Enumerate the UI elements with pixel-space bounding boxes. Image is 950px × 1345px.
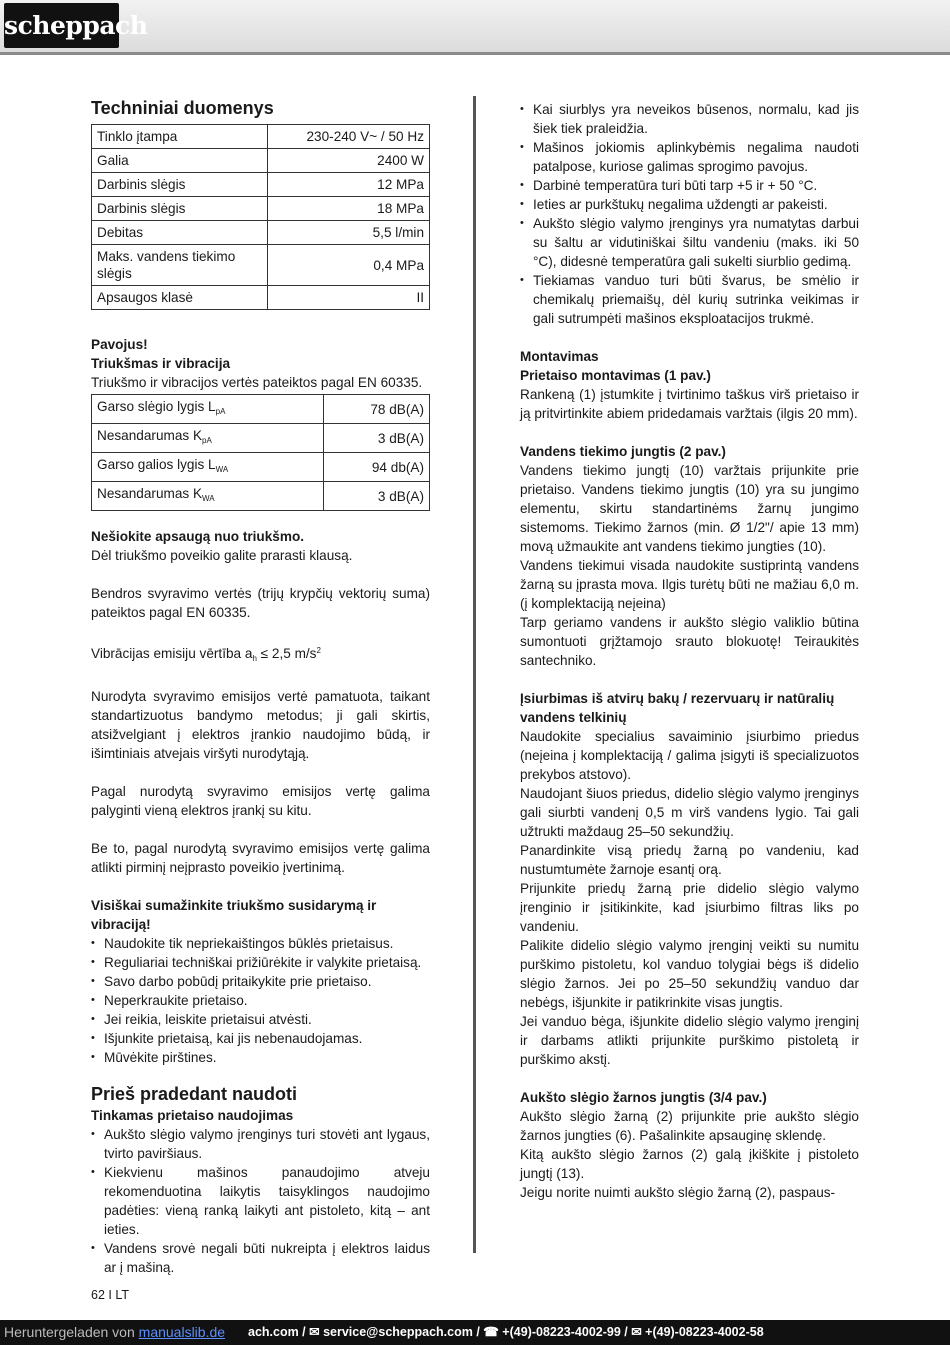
spec-label: Darbinis slėgis [92,173,268,197]
water-text-1: Vandens tiekimo jungtį (10) varžtais prijunkite prie prietaiso. Vandens tiekimo jungtis (10) yra su jungimo elementu, skirtu standartinėms žarnų jungimo sistemoms. Tiekimo žarnos (min. Ø 1/2"/ apie 13 mm) movą užmaukite ant vandens tiekimo jungties (10). [520,463,859,554]
suction-text-6: Jei vanduo bėga, išjunkite didelio slėgio valymo įrenginį ir darbams atlikti prijunkite purškimo pistoletą ir purškimo akstį. [520,1014,859,1067]
list-item: • Reguliariai techniškai prižiūrėkite ir valykite prietaisą. [91,953,430,972]
list-item: • Kiekvienu mašinos panaudojimo atveju rekomenduotina laikytis taisyklingos naudojimo padėties: vieną ranką laikyti ant pistoleto, kitą – ant ieties. [91,1163,430,1239]
table-row [92,173,430,197]
list-item: • Tiekiamas vanduo turi būti švarus, be smėlio ir chemikalų priemaišų, dėl kurių sutrinka veikimas ir gali sutrumpėti mašinos eksploatacijos trukmė. [520,271,859,328]
water-text-2: Vandens tiekimui visada naudokite sustiprintą vandens žarną su įprasta mova. Ilgis turėtų būti ne mažiau 6,0 m. (į komplektaciją neįeina) [520,558,859,611]
noise-table [91,394,430,511]
noise-heading: Triukšmas ir vibracija [91,356,231,371]
list-item: • Kai siurblys yra neveikos būsenos, normalu, kad jis šiek tiek praleidžia. [520,100,859,138]
proper-use-list [91,1125,430,1277]
danger-label: Pavojus! [91,337,148,352]
minimize-list [91,934,430,1067]
spec-value: 12 MPa [267,173,429,197]
noise-value: 3 dB(A) [324,424,430,453]
list-item: • Savo darbo pobūdį pritaikykite prie prietaiso. [91,972,430,991]
list-item: • Vandens srovė negali būti nukreipta į elektros laidus ar į mašiną. [91,1239,430,1277]
proper-use-heading: Tinkamas prietaiso naudojimas [91,1108,294,1123]
spec-label: Galia [92,149,268,173]
table-row [92,125,430,149]
table-row [92,245,430,286]
right-column [520,100,859,1202]
hose-text-1: Aukšto slėgio žarną (2) prijunkite prie aukšto slėgio žarnos jungties (6). Pašalinkite apsauginę sklendę. [520,1109,859,1143]
table-row [92,424,430,453]
vibration-para-1: Nurodyta svyravimo emisijos vertė pamatuota, taikant standartizuotus bandymo metodus; ji gali skirtis, atsižvelgiant į elektros įrankio naudojimo būdą, ir išimtiniais atvejais viršyti nurodytąją. [91,689,430,761]
montavimas-heading: Montavimas [520,349,599,364]
suction-text-2: Naudojant šiuos priedus, didelio slėgio valymo įrenginys gali siurbti vandenį 0,5 m virš vandens lygio. Tai gali užtrukti maždaug 25–50 sekundžių. [520,786,859,839]
noise-value: 78 dB(A) [324,395,430,424]
vibration-value: Vibrācijas emisiju vērtība $a_h \le 2,5$ $m/s^2$ [91,646,321,663]
vibration-total: Bendros svyravimo vertės (trijų krypčių vektorių suma) pateiktos pagal EN 60335. [91,586,430,620]
water-text-3: Tarp geriamo vandens ir aukšto slėgio valiklio būtina sumontuoti grįžtamojo srauto blokuotę! Teiraukitės santechniko. [520,615,859,668]
suction-text-4: Prijunkite priedų žarną prie didelio slėgio valymo įrenginio ir įsitikinkite, kad įsiurbimo filtras liks po vandeniu. [520,881,859,934]
noise-label: Garso slėgio lygis $L_{pA}$ [92,395,324,424]
list-item: • Jei reikia, leiskite prietaisui atvėsti. [91,1010,430,1029]
table-row [92,197,430,221]
spec-table [91,124,430,310]
list-item: • Mašinos jokiomis aplinkybėmis negalima naudoti patalpose, kuriose galimas sprogimo pavojus. [520,138,859,176]
spec-label: Tinklo įtampa [92,125,268,149]
suction-text-1: Naudokite specialius savaiminio įsiurbimo priedus (neįeina į komplektaciją / galima įsigyti iš specializuotos prekybos atstovo). [520,729,859,782]
assembly-text: Rankeną (1) įstumkite į tvirtinimo taškus virš prietaiso ir ją pritvirtinkite abiem pridedamais varžtais (ilgis 20 mm). [520,387,859,421]
minimize-heading: Visiškai sumažinkite triukšmo susidarymą ir vibraciją! [91,898,377,932]
spec-value: 0,4 MPa [267,245,429,286]
list-item: • Aukšto slėgio valymo įrenginys yra numatytas darbui su šaltu ar vidutiniškai šiltu vandeniu (maks. iki 50 °C), didesnė temperatūra gali sukelti siurblio gedimą. [520,214,859,271]
list-item: • Naudokite tik nepriekaištingos būklės prietaisus. [91,934,430,953]
table-row [92,482,430,511]
spec-value: II [267,286,429,310]
spec-label: Maks. vandens tiekimo slėgis [92,245,268,286]
column-divider [473,96,476,1253]
table-row [92,149,430,173]
safety-list [520,100,859,328]
list-item: • Mūvėkite pirštines. [91,1048,430,1067]
noise-value: 3 dB(A) [324,482,430,511]
table-row [92,453,430,482]
vibration-para-2: Pagal nurodytą svyravimo emisijos vertę galima palyginti vieną elektros įrankį su kitu. [91,784,430,818]
manualslib-link[interactable]: manualslib.de [138,1324,226,1340]
spec-value: 5,5 l/min [267,221,429,245]
spec-label: Darbinis slėgis [92,197,268,221]
hose-text-3: Jeigu norite nuimti aukšto slėgio žarną (2), paspaus- [520,1185,836,1200]
footer-contact: ach.com / ✉ service@scheppach.com / ☎ +(49)-08223-4002-99 / ✉ +(49)-08223-4002-58 [248,1325,764,1339]
list-item: • Neperkraukite prietaiso. [91,991,430,1010]
vibration-para-3: Be to, pagal nurodytą svyravimo emisijos vertę galima atlikti pirminį neįprasto poveikio įvertinimą. [91,841,430,875]
spec-label: Apsaugos klasė [92,286,268,310]
brand-logo: scheppach [4,3,119,48]
page-number: 62 I LT [91,1288,129,1302]
hose-heading: Aukšto slėgio žarnos jungtis (3/4 pav.) [520,1090,767,1105]
table-row [92,395,430,424]
list-item: • Ieties ar purkštukų negalima uždengti ar pakeisti. [520,195,859,214]
suction-heading: Įsiurbimas iš atvirų bakų / rezervuarų ir natūralių vandens telkinių [520,691,835,725]
section-title-technical-data: Techniniai duomenys [91,98,274,118]
water-connection-heading: Vandens tiekimo jungtis (2 pav.) [520,444,726,459]
list-item: • Darbinė temperatūra turi būti tarp +5 ir + 50 °C. [520,176,859,195]
header-bar [0,0,950,55]
suction-text-3: Panardinkite visą priedų žarną po vandeniu, kad nustumtumėte žarnoje esantį orą. [520,843,859,877]
spec-value: 18 MPa [267,197,429,221]
download-notice: Heruntergeladen von manualslib.de [4,1324,226,1340]
noise-intro: Triukšmo ir vibracijos vertės pateiktos pagal EN 60335. [91,375,423,390]
left-column [91,96,430,1277]
assembly-heading: Prietaiso montavimas (1 pav.) [520,368,711,383]
list-item: • Aukšto slėgio valymo įrenginys turi stovėti ant lygaus, tvirto paviršiaus. [91,1125,430,1163]
section-title-before-use: Prieš pradedant naudoti [91,1084,298,1104]
list-item: • Išjunkite prietaisą, kai jis nebenaudojamas. [91,1029,430,1048]
spec-label: Debitas [92,221,268,245]
hearing-protection-heading: Nešiokite apsaugą nuo triukšmo. [91,529,305,544]
table-row [92,221,430,245]
noise-value: 94 db(A) [324,453,430,482]
hose-text-2: Kitą aukšto slėgio žarnos (2) galą įkiškite į pistoleto jungtį (13). [520,1147,859,1181]
spec-value: 230-240 V~ / 50 Hz [267,125,429,149]
footer-bar [0,1320,950,1345]
table-row [92,286,430,310]
hearing-text: Dėl triukšmo poveikio galite prarasti klausą. [91,548,353,563]
spec-value: 2400 W [267,149,429,173]
noise-label: Nesandarumas $K_{pA}$ [92,424,324,453]
noise-label: Nesandarumas $K_{WA}$ [92,482,324,511]
suction-text-5: Palikite didelio slėgio valymo įrenginį veikti su numitu purškimo pistoletu, kol vanduo tolygiai bėgs iš didelio slėgio žarnos. Jei po 25–50 sekundžių vanduo dar nebėgs, išjunkite ir patikrinkite visas jungtis. [520,938,859,1010]
noise-label: Garso galios lygis $L_{WA}$ [92,453,324,482]
